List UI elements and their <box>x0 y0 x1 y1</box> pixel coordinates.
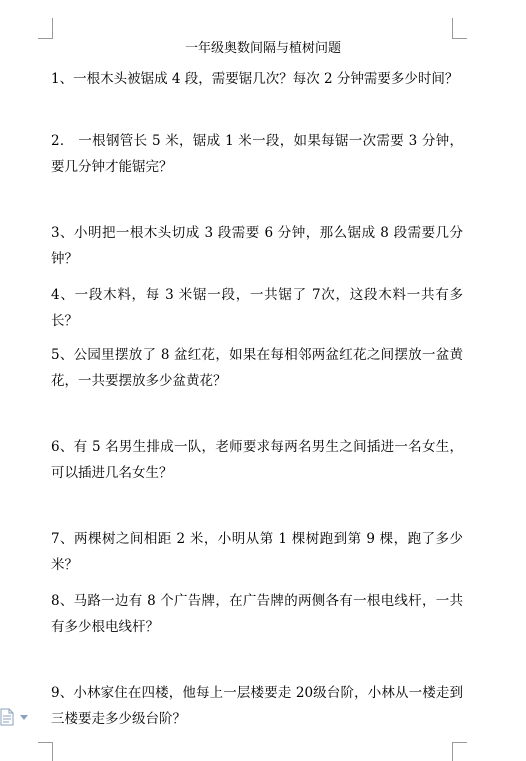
question-9: 9、小林家住在四楼，他每上一层楼要走 20级台阶，小林从一楼走到三楼要走多少级台阶？ <box>51 685 463 727</box>
question-2: 2． 一根钢管长 5 米，锯成 1 米一段，如果每锯一次需要 3 分钟，要几分钟才能锯完？ <box>51 133 463 175</box>
chevron-down-icon[interactable] <box>20 715 28 720</box>
question-6: 6、有 5 名男生排成一队，老师要求每两名男生之间插进一名女生，可以插进几名女生？ <box>51 439 463 481</box>
document-title: 一年级奥数间隔与植树问题 <box>184 41 341 56</box>
page-corner-mark-bottom-right <box>452 742 467 761</box>
question-8: 8、马路一边有 8 个广告牌，在广告牌的两侧各有一根电线杆，一共有多少根电线杆？ <box>51 593 463 635</box>
question-7: 7、两棵树之间相距 2 米，小明从第 1 棵树跑到第 9 棵，跑了多少米？ <box>51 531 463 573</box>
question-3: 3、小明把一根木头切成 3 段需要 6 分钟，那么锯成 8 段需要几分钟？ <box>51 225 463 267</box>
document-page-icon[interactable] <box>0 708 14 726</box>
question-4: 4、一段木料，每 3 米锯一段，一共锯了 7次，这段木料一共有多长？ <box>51 287 463 329</box>
question-5: 5、公园里摆放了 8 盆红花，如果在每相邻两盆红花之间摆放一盆黄花，一共要摆放多少盆黄花？ <box>51 347 463 389</box>
page-corner-mark-bottom-left <box>38 742 53 761</box>
page-corner-mark-top-left <box>38 18 53 39</box>
page-corner-mark-top-right <box>452 18 467 39</box>
question-1: 1、一根木头被锯成 4 段，需要锯几次？每次 2 分钟需要多少时间？ <box>51 71 459 87</box>
